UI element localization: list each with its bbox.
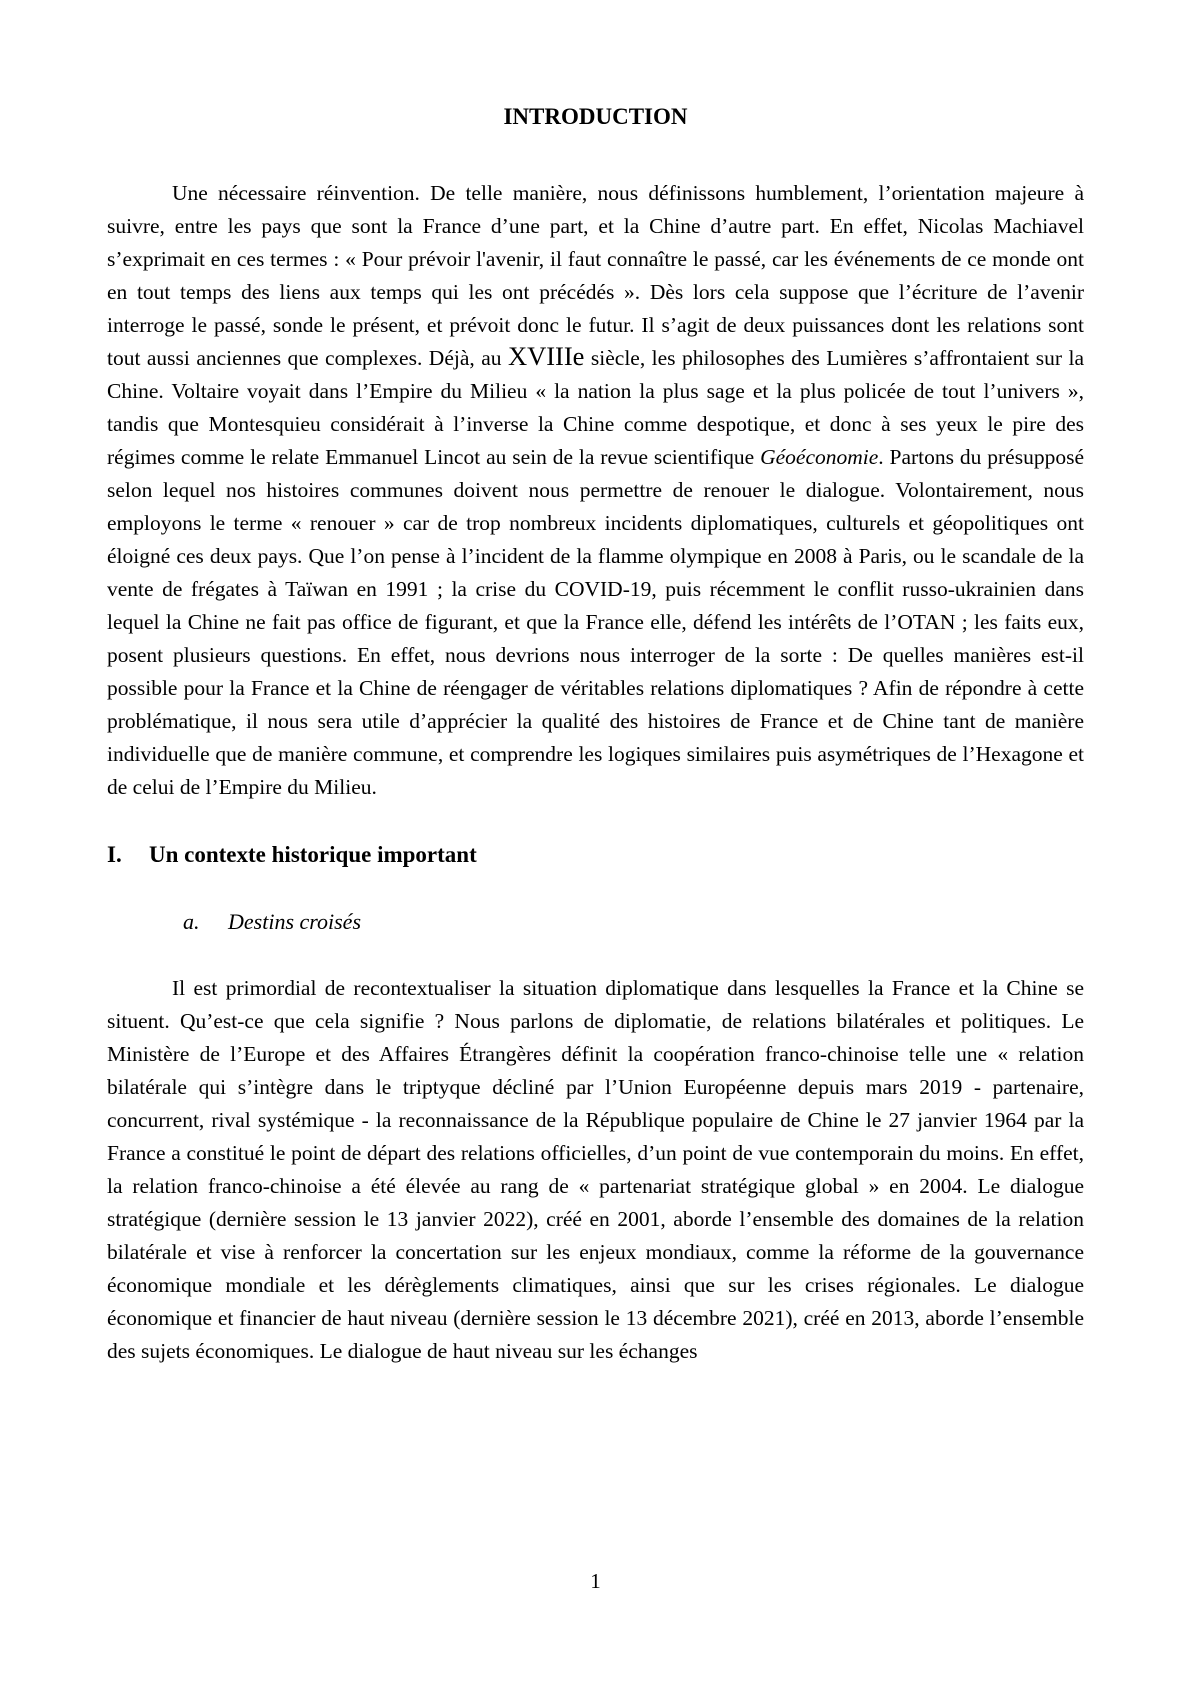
intro-paragraph-text-1: Une nécessaire réinvention. De telle manière, nous définissons humblement, l’orientation majeure à suivre, entre les pays que sont la France d’une part, et la Chine d’autre part. En effet, Nicolas Machiavel s’exprimait en ces termes : « Pour prévoir l'avenir, il faut connaître le passé, car les événements de ce monde ont en tout temps des liens aux temps qui les ont précédés ». Dès lors cela suppose que l’écriture de l’avenir interroge le passé, sonde le présent, et prévoit donc le futur. Il s’agit de deux puissances dont les relations sont tout aussi anciennes que complexes. Déjà, au	[107, 181, 1084, 370]
subsection-a-letter: a.	[183, 909, 200, 934]
subsection-a-title: Destins croisés	[228, 909, 362, 934]
intro-paragraph-text-3: . Partons du présupposé selon lequel nos histoires communes doivent nous permettre de renouer le dialogue. Volontairement, nous employons le terme « renouer » car de trop nombreux incidents diplomatiques, culturels et géopolitiques ont éloigné ces deux pays. Que l’on pense à l’incident de la flamme olympique en 2008 à Paris, ou le scandale de la vente de frégates à Taïwan en 1991 ; la crise du COVID-19, puis récemment le conflit russo-ukrainien dans lequel la Chine ne fait pas office de figurant, et que la France elle, défend les intérêts de l’OTAN ; les faits eux, posent plusieurs questions. En effet, nous devrions nous interroger de la sorte : De quelles manières est-il possible pour la France et la Chine de réengager de véritables relations diplomatiques ? Afin de répondre à cette problématique, il nous sera utile d’apprécier la qualité des histoires de France et de Chine tant de manière individuelle que de manière commune, et comprendre les logiques similaires puis asymétriques de l’Hexagone et de celui de l’Empire du Milieu.	[107, 445, 1084, 799]
section-1-title: Un contexte historique important	[149, 842, 477, 867]
page-number: 1	[590, 1569, 601, 1593]
journal-title: Géoéconomie	[760, 445, 879, 469]
intro-paragraph-text-2: siècle, les philosophes des Lumières s’affrontaient sur la Chine. Voltaire voyait dans l’Empire du Milieu « la nation la plus sage et la plus policée de tout l’univers », tandis que Montesquieu considérait à l’inverse la Chine comme despotique, et donc à ses yeux le pire des régimes comme le relate Emmanuel Lincot au sein de la revue scientifique	[107, 346, 1084, 469]
century-roman-numeral: XVIIIe	[507, 341, 585, 371]
section-1-paragraph: Il est primordial de recontextualiser la situation diplomatique dans lesquelles la France et la Chine se situent. Qu’est-ce que cela signifie ? Nous parlons de diplomatie, de relations bilatérales et politiques. Le Ministère de l’Europe et des Affaires Étrangères définit la coopération franco-chinoise telle une « relation bilatérale qui s’intègre dans le triptyque décliné par l’Union Européenne depuis mars 2019 - partenaire, concurrent, rival systémique - la reconnaissance de la République populaire de Chine le 27 janvier 1964 par la France a constitué le point de départ des relations officielles, d’un point de vue contemporain du moins. En effet, la relation franco-chinoise a été élevée au rang de « partenariat stratégique global » en 2004. Le dialogue stratégique (dernière session le 13 janvier 2022), créé en 2001, aborde l’ensemble des domaines de la relation bilatérale et vise à renforcer la concertation sur les enjeux mondiaux, comme la réforme de la gouvernance économique mondiale et les dérèglements climatiques, ainsi que sur les crises régionales. Le dialogue économique et financier de haut niveau (dernière session le 13 décembre 2021), créé en 2013, aborde l’ensemble des sujets économiques. Le dialogue de haut niveau sur les échanges	[107, 976, 1084, 1363]
section-1-heading	[107, 838, 1084, 871]
intro-paragraph	[107, 177, 1084, 804]
document-title: INTRODUCTION	[503, 104, 688, 129]
subsection-a-heading	[107, 905, 1084, 938]
section-1-number: I.	[107, 842, 122, 867]
